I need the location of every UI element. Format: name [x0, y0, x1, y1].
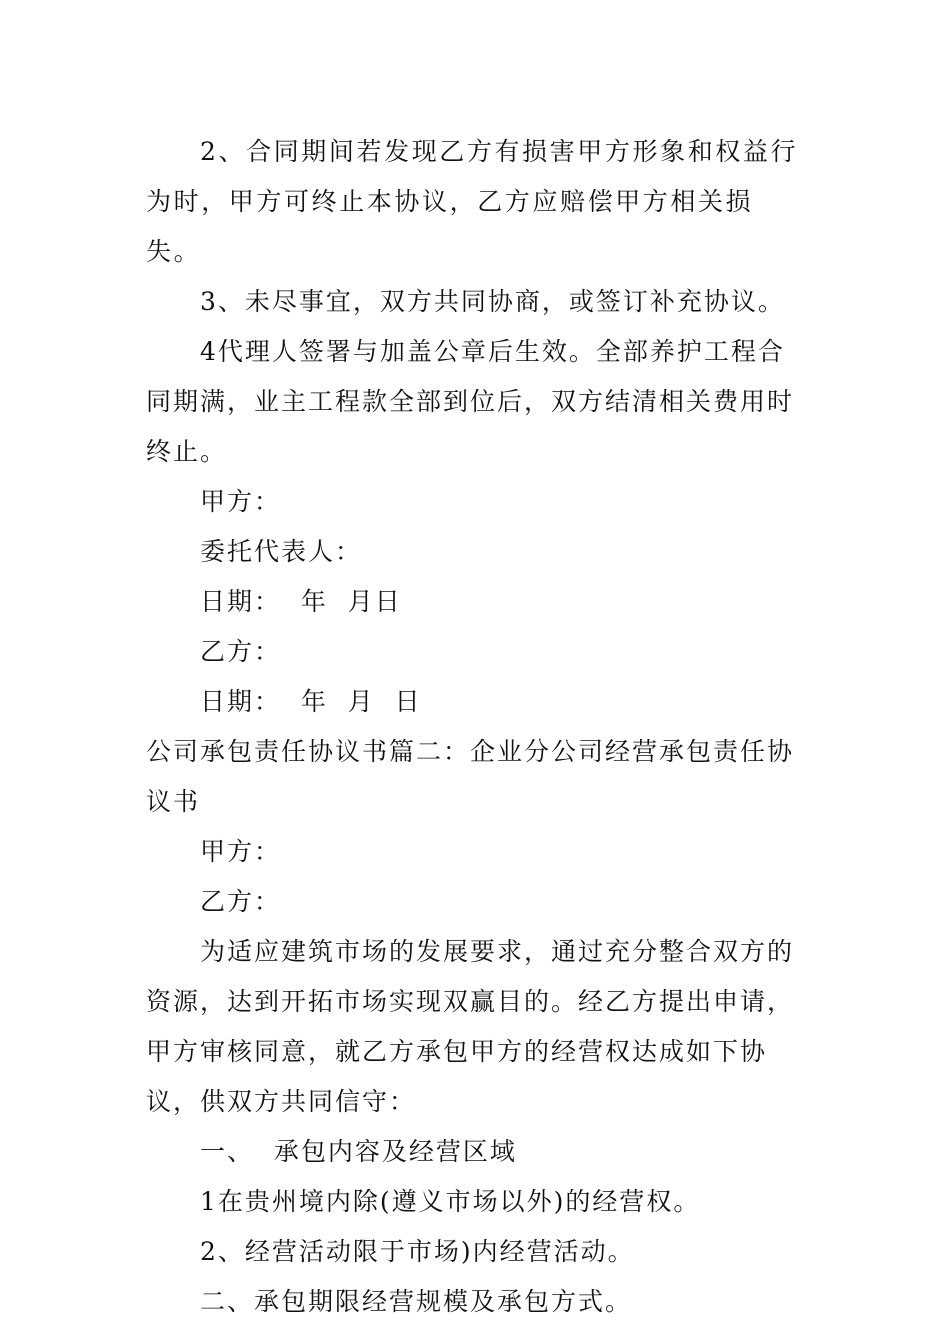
representative-label: 委托代表人： — [200, 537, 363, 566]
preamble-paragraph: 为适应建筑市场的发展要求，通过充分整合双方的资源，达到开拓市场实现双赢目的。经乙方提出申请，甲方审核同意，就乙方承包甲方的经营权达成如下协议，供双方共同信守： — [146, 937, 795, 1116]
clause-2-paragraph: 2、合同期间若发现乙方有损害甲方形象和权益行为时，甲方可终止本协议，乙方应赔偿甲方相关损失。 — [146, 137, 799, 266]
clause-3-paragraph: 3、未尽事宜，双方共同协商，或签订补充协议。 — [200, 287, 785, 316]
party-b-label-2: 乙方： — [200, 887, 282, 916]
date-line-a: 日期： 年 月日 — [200, 587, 402, 616]
date-line-b: 日期： 年 月 日 — [200, 687, 422, 716]
article-1-item-1: 1在贵州境内除(遵义市场以外)的经营权。 — [200, 1187, 701, 1216]
document-body — [146, 127, 806, 1327]
party-b-label: 乙方： — [200, 637, 282, 666]
article-1-item-2: 2、经营活动限于市场)内经营活动。 — [200, 1237, 635, 1266]
article-1-heading: 一、 承包内容及经营区域 — [200, 1137, 517, 1166]
section-heading: 公司承包责任协议书篇二：企业分公司经营承包责任协议书 — [146, 737, 795, 816]
party-a-label-2: 甲方： — [200, 837, 282, 866]
party-a-label: 甲方： — [200, 487, 282, 516]
article-2-heading: 二、承包期限经营规模及承包方式。 — [200, 1287, 633, 1316]
clause-4-paragraph: 4代理人签署与加盖公章后生效。全部养护工程合同期满，业主工程款全部到位后，双方结清相关费用时终止。 — [146, 337, 795, 466]
